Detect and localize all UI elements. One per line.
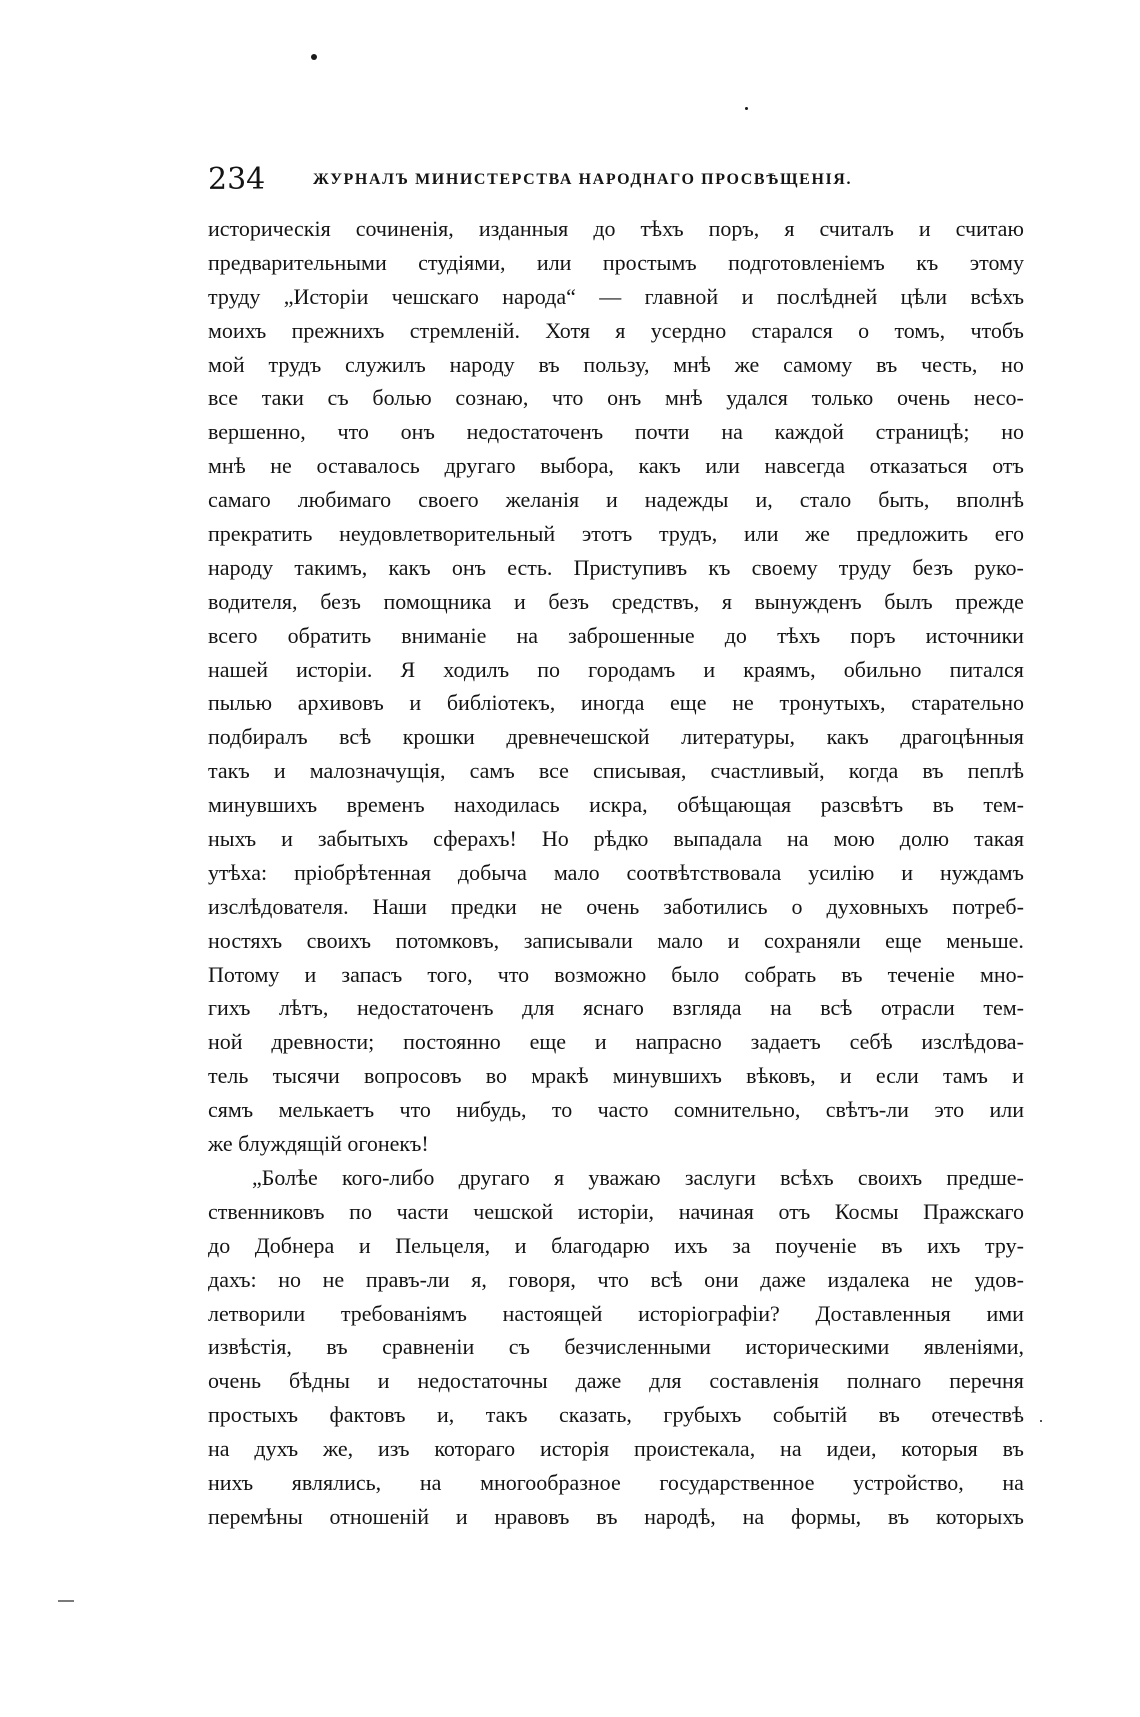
text-line: ностяхъ своихъ потомковъ, записывали мало и сохраняли еще меньше. <box>208 927 1024 953</box>
text-line: моихъ прежнихъ стремленій. Хотя я усердно старался о томъ, чтобъ <box>208 317 1024 343</box>
text-line: предварительными студіями, или простымъ подготовленіемъ къ этому <box>208 249 1024 275</box>
text-line: гихъ лѣтъ, недостаточенъ для яснаго взгляда на всѣ отрасли тем- <box>208 995 1024 1021</box>
text-line: труду „Исторіи чешскаго народа“ — главной и послѣдней цѣли всѣхъ <box>208 283 1024 309</box>
text-line: пылью архивовъ и библіотекъ, иногда еще не тронутыхъ, старательно <box>208 690 1024 716</box>
text-line: сямъ мелькаетъ что нибудь, то часто сомнительно, свѣтъ-ли это или <box>208 1097 1024 1123</box>
text-line: тель тысячи вопросовъ во мракѣ минувшихъ вѣковъ, и если тамъ и <box>208 1063 1024 1089</box>
text-line: минувшихъ временъ находилась искра, обѣщающая разсвѣтъ въ тем- <box>208 792 1024 818</box>
text-line: всего обратить вниманіе на заброшенные до тѣхъ поръ источники <box>208 622 1024 648</box>
text-line: народу такимъ, какъ онъ есть. Приступивъ къ своему труду безъ руко- <box>208 554 1024 580</box>
text-line: подбиралъ всѣ крошки древнечешской литературы, какъ драгоцѣнныя <box>208 724 1024 750</box>
text-line: прекратить неудовлетворительный этотъ трудъ, или же предложить его <box>208 521 1024 547</box>
print-speck <box>745 107 748 110</box>
page-number: 234 <box>208 162 266 197</box>
paragraph-1 <box>208 212 1024 1161</box>
margin-mark <box>58 1600 74 1602</box>
text-line: нашей исторіи. Я ходилъ по городамъ и краямъ, обильно питался <box>208 656 1024 682</box>
text-line: ной древности; постоянно еще и напрасно задаетъ себѣ изслѣдова- <box>208 1029 1024 1055</box>
text-line: перемѣны отношеній и нравовъ въ народѣ, на формы, въ которыхъ <box>208 1503 1024 1529</box>
text-line: до Добнера и Пельцеля, и благодарю ихъ за поученіе въ ихъ тру- <box>208 1232 1024 1258</box>
text-line: Потому и запасъ того, что возможно было собрать въ теченіе мно- <box>208 961 1024 987</box>
text-line: историческія сочиненія, изданныя до тѣхъ поръ, я считалъ и считаю <box>208 216 1024 241</box>
text-line: изслѣдователя. Наши предки не очень заботились о духовныхъ потреб- <box>208 893 1024 919</box>
text-line: очень бѣдны и недостаточны даже для составленія полнаго перечня <box>208 1368 1024 1394</box>
print-speck <box>1040 1420 1042 1422</box>
text-line: же блуждящій огонекъ! <box>208 1131 429 1157</box>
text-line: водителя, безъ помощника и безъ средствъ, я вынужденъ былъ прежде <box>208 588 1024 614</box>
text-line: мнѣ не оставалось другаго выбора, какъ или навсегда отказаться отъ <box>208 453 1024 479</box>
text-line: такъ и малозначущія, самъ все списывая, счастливый, когда въ пеплѣ <box>208 758 1024 784</box>
text-line: ственниковъ по части чешской исторіи, начиная отъ Космы Пражскаго <box>208 1198 1024 1224</box>
text-line: дахъ: но не правъ-ли я, говоря, что всѣ они даже издалека не удов- <box>208 1266 1024 1292</box>
text-line: „Болѣе кого-либо другаго я уважаю заслуги всѣхъ своихъ предше- <box>252 1164 1024 1190</box>
body-text <box>208 212 1024 1534</box>
text-line: утѣха: пріобрѣтенная добыча мало соотвѣтствовала усилію и нуждамъ <box>208 859 1024 885</box>
text-line: все таки съ болью сознаю, что онъ мнѣ удался только очень несо- <box>208 385 1024 411</box>
text-line: на духъ же, изъ котораго исторія проистекала, на идеи, которыя въ <box>208 1436 1024 1462</box>
print-speck <box>311 54 317 60</box>
text-line: нихъ являлись, на многообразное государственное устройство, на <box>208 1469 1024 1495</box>
text-line: извѣстія, въ сравненіи съ безчисленными историческими явленіями, <box>208 1334 1024 1360</box>
text-line: простыхъ фактовъ и, такъ сказать, грубыхъ событій въ отечествѣ <box>208 1402 1024 1428</box>
text-line: мой трудъ служилъ народу въ пользу, мнѣ же самому въ честь, но <box>208 351 1024 377</box>
text-line: ныхъ и забытыхъ сферахъ! Но рѣдко выпадала на мою долю такая <box>208 826 1024 852</box>
text-line: летворили требованіямъ настоящей исторіографіи? Доставленныя ими <box>208 1300 1024 1326</box>
running-head <box>208 162 1050 200</box>
text-line: самаго любимаго своего желанія и надежды и, стало быть, вполнѣ <box>208 487 1024 513</box>
text-line: вершенно, что онъ недостаточенъ почти на каждой страницѣ; но <box>208 419 1024 445</box>
journal-title: ЖУРНАЛЪ МИНИСТЕРСТВА НАРОДНАГО ПРОСВѢЩЕНІЯ. <box>313 171 853 188</box>
paragraph-2 <box>208 1161 1024 1534</box>
